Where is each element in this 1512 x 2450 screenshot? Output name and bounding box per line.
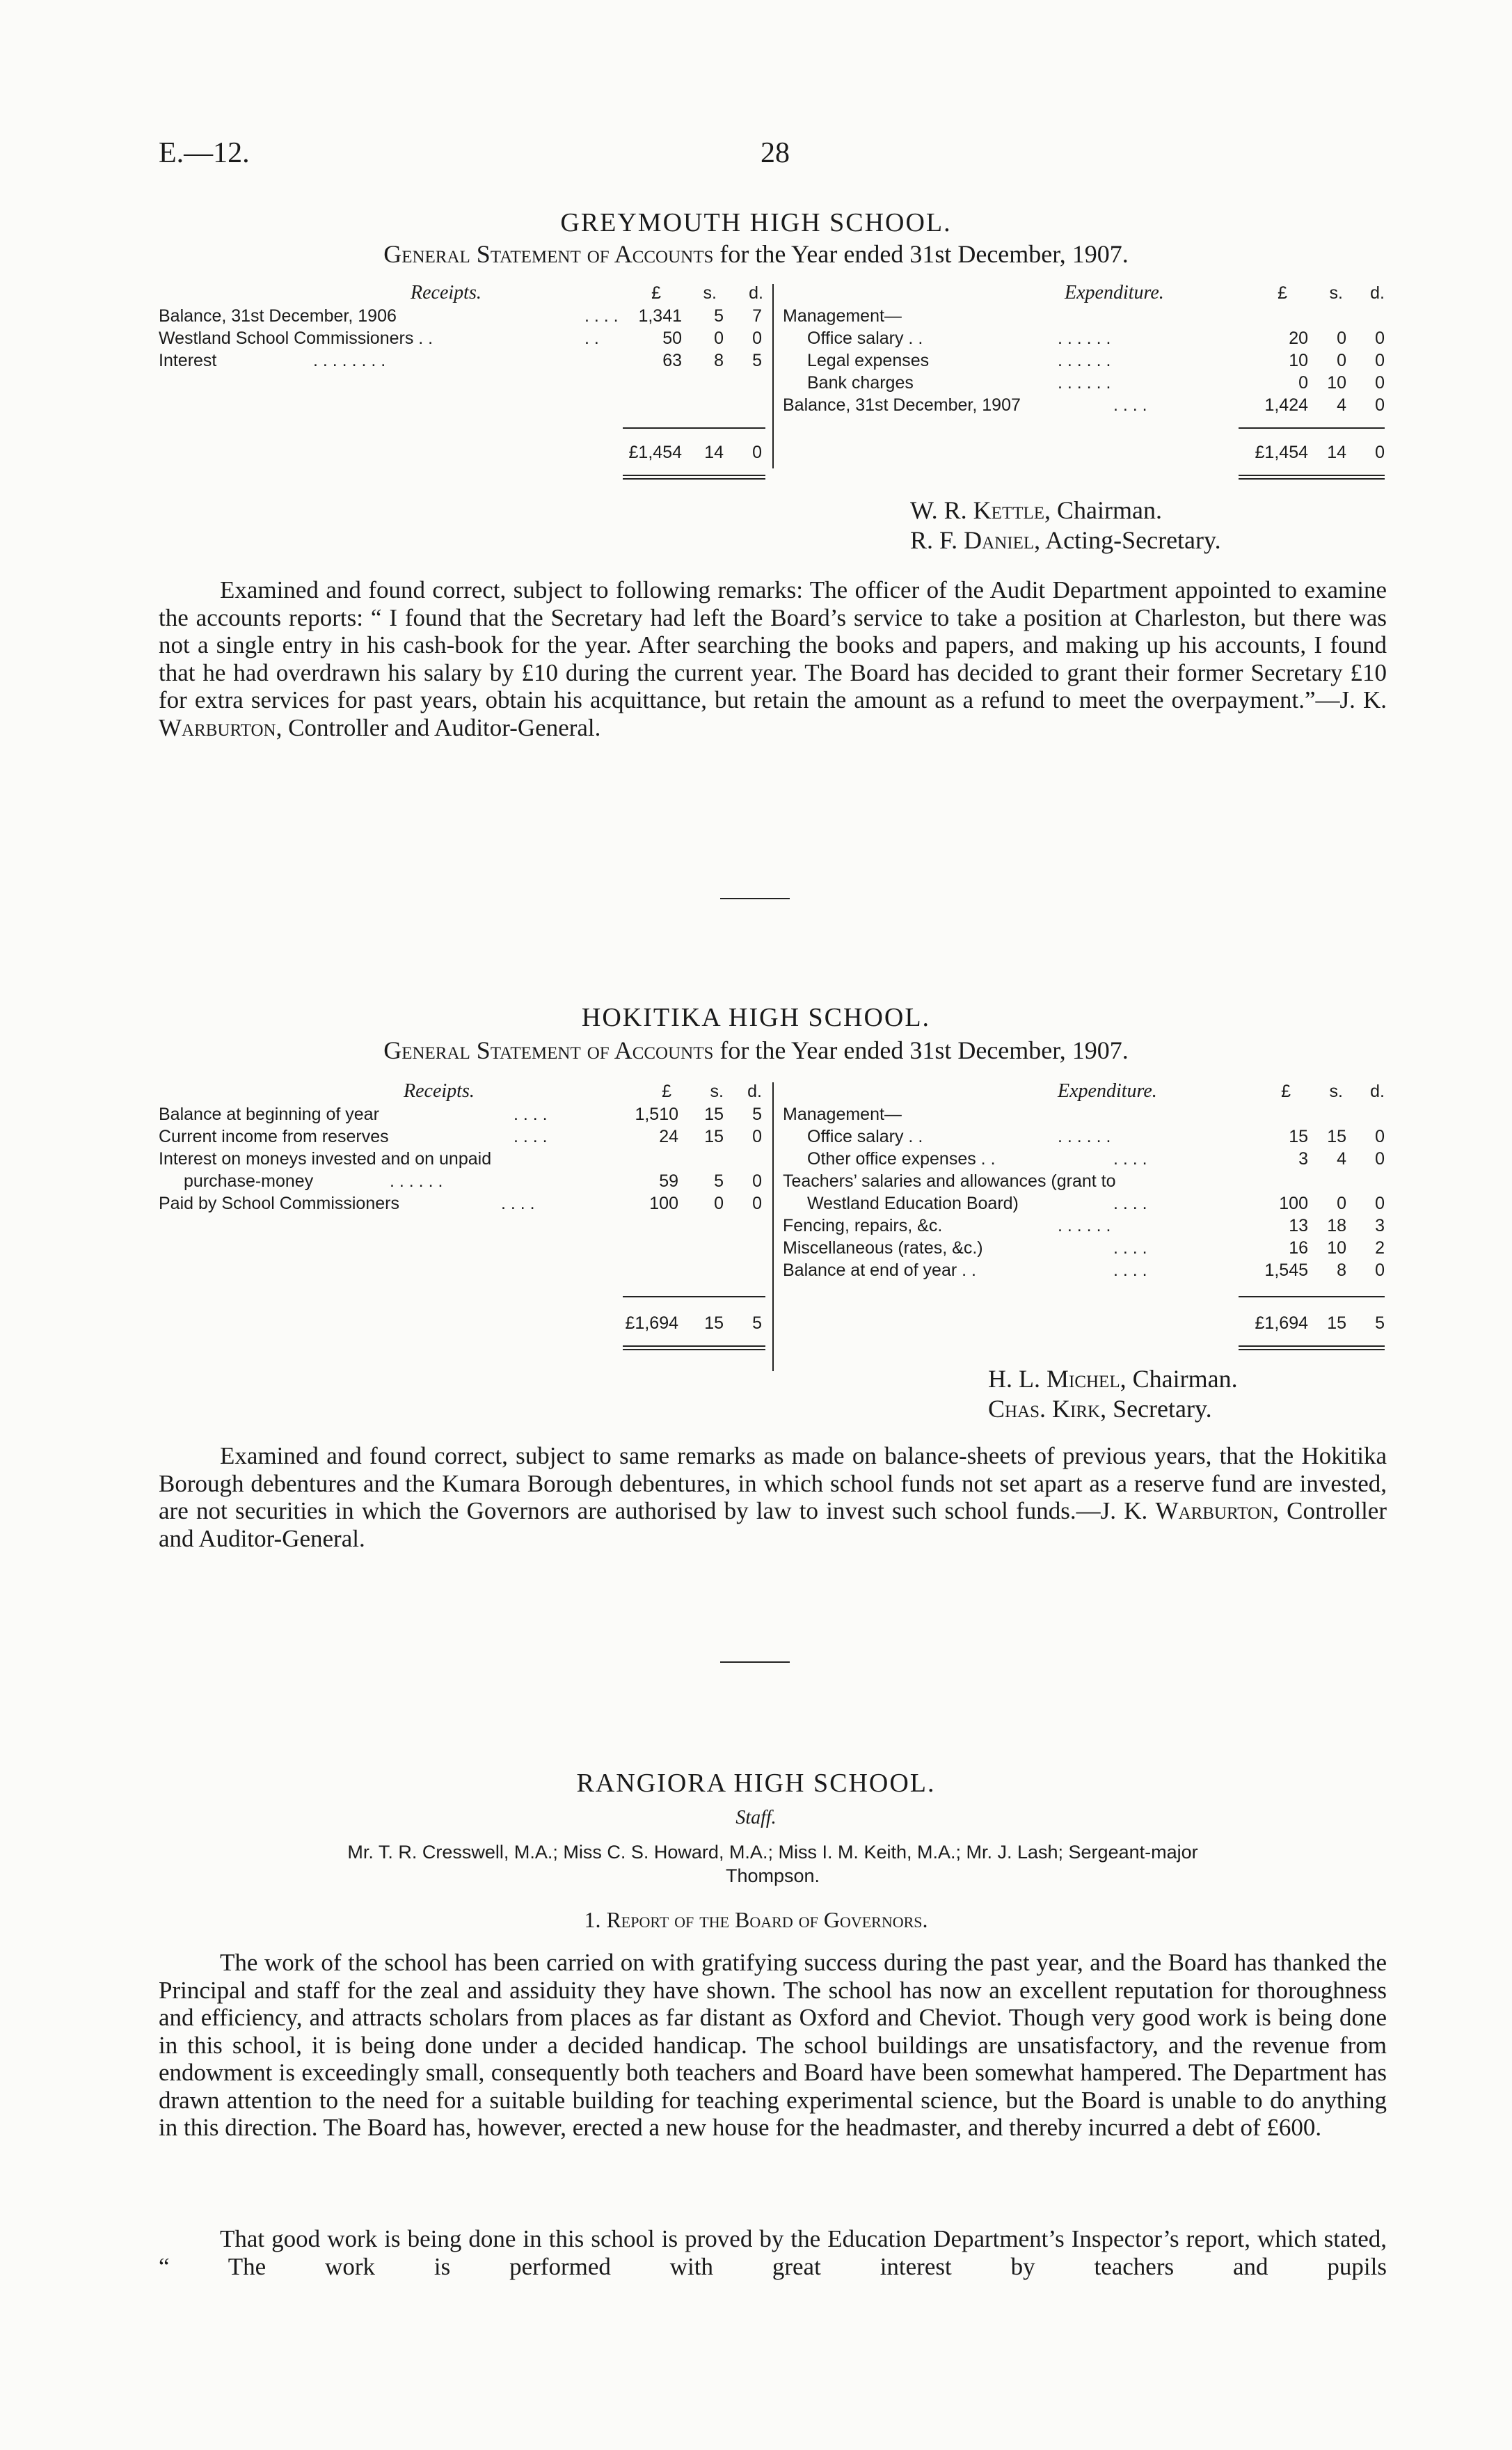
receipt-row: Paid by School Commissioners bbox=[159, 1194, 399, 1213]
receipt-row: Balance at beginning of year bbox=[159, 1105, 379, 1124]
expenditure-pence: 3 bbox=[1375, 1216, 1385, 1235]
receipts-total-pence: 0 bbox=[752, 443, 762, 462]
rangiora-report-para-2: That good work is being done in this school is proved by the Education Department’s Inspector’s report, which stated, “ The work is performed with great interest by teachers and pupils bbox=[159, 2225, 1387, 2280]
receipt-row: Current income from reserves bbox=[159, 1127, 389, 1146]
greymouth-signature-chairman: W. R. Kettle, Chairman. bbox=[910, 496, 1163, 524]
receipt-dots: . . . . bbox=[501, 1194, 535, 1213]
receipts-total-double-rule bbox=[623, 1345, 765, 1350]
rangiora-title: RANGIORA HIGH SCHOOL. bbox=[576, 1769, 936, 1798]
expenditure-pence: 0 bbox=[1375, 395, 1385, 415]
expenditure-pound-heading: £ bbox=[1278, 283, 1287, 303]
receipt-dots: . . . . bbox=[514, 1127, 548, 1146]
expenditure-shillings: 4 bbox=[1337, 395, 1346, 415]
hokitika-remarks: Examined and found correct, subject to same remarks as made on balance-sheets of previous years, that the Hokitika Borough debentures and the Kumara Borough debentures, in which school funds not set apart as a reserve fund are invested, are not securities in which the Governors are authorised by law to invest such school funds.—J. K. Warburton, Controller and Auditor-General. bbox=[159, 1442, 1387, 1552]
expenditure-dots: . . . . bbox=[1113, 1238, 1147, 1258]
expenditure-total-shillings: 14 bbox=[1327, 443, 1346, 462]
expenditure-total-pence: 0 bbox=[1375, 443, 1385, 462]
page-reference: E.—12. bbox=[159, 137, 250, 169]
expenditure-shillings: 10 bbox=[1327, 1238, 1346, 1258]
expenditure-heading: Expenditure. bbox=[1058, 1080, 1157, 1102]
receipt-pounds: 63 bbox=[662, 351, 682, 370]
staff-line: Thompson. bbox=[725, 1865, 820, 1886]
expenditure-shillings: 10 bbox=[1327, 373, 1346, 393]
expenditure-row: Office salary . . bbox=[807, 1127, 923, 1146]
expenditure-shilling-heading: s. bbox=[1329, 1082, 1343, 1101]
receipt-shillings: 15 bbox=[704, 1127, 724, 1146]
receipts-heading: Receipts. bbox=[411, 282, 482, 303]
greymouth-signature-secretary: R. F. Daniel, Acting-Secretary. bbox=[910, 526, 1221, 554]
receipt-pence: 7 bbox=[752, 306, 762, 326]
rangiora-report-para-1: The work of the school has been carried on with gratifying success during the past year, and the Board has thanked the Principal and staff for the zeal and assiduity they have shown. The school has now an excellent reputation for thoroughness and efficiency, and attracts scholars from places as far distant as Oxford and Cheviot. Though very good work is being done in this school, it is being done under a decided handicap. The school buildings are unsatisfactory, and the revenue from endowment is exceedingly small, consequently both teachers and Board have been somewhat hampered. The Department has drawn attention to the need for a suitable building for teaching experimental science, but the Board is unable to do anything in this direction. The Board has, however, erected a new house for the headmaster, and thereby incurred a debt of £600. bbox=[159, 1949, 1387, 2141]
receipt-row: Interest bbox=[159, 351, 217, 370]
receipt-pounds: 24 bbox=[659, 1127, 678, 1146]
expenditure-shillings: 4 bbox=[1337, 1149, 1346, 1169]
hokitika-signature-chairman: H. L. Michel, Chairman. bbox=[988, 1365, 1238, 1393]
expenditure-row: Fencing, repairs, &c. bbox=[783, 1216, 943, 1235]
expenditure-dots: . . . . bbox=[1113, 1149, 1147, 1169]
receipts-pound-heading: £ bbox=[662, 1082, 671, 1101]
rangiora-staff-heading: Staff. bbox=[735, 1807, 777, 1828]
receipts-total-pence: 5 bbox=[752, 1313, 762, 1333]
expenditure-pounds: 16 bbox=[1289, 1238, 1308, 1258]
receipt-pence: 0 bbox=[752, 1127, 762, 1146]
expenditure-total-rule bbox=[1239, 1296, 1385, 1297]
rangiora-report-heading: 1. Report of the Board of Governors. bbox=[584, 1907, 928, 1932]
expenditure-pence: 0 bbox=[1375, 1127, 1385, 1146]
greymouth-remarks: Examined and found correct, subject to following remarks: The officer of the Audit Department appointed to examine the accounts reports: “ I found that the Secretary had left the Board’s service to take a position at Charleston, but there was not a single entry in his cash-book for the year. After searching the books and papers, and making up his accounts, I found that he had overdrawn his salary by £10 during the current year. The Board has decided to grant their former Secretary £10 for extra services for past years, obtain his acquittance, but retain the amount as a refund to meet the overpayment.”—J. K. Warburton, Controller and Auditor-General. bbox=[159, 576, 1387, 741]
expenditure-total-shillings: 15 bbox=[1327, 1313, 1346, 1333]
receipt-shillings: 5 bbox=[714, 306, 724, 326]
receipts-shilling-heading: s. bbox=[703, 283, 717, 303]
expenditure-pounds: 13 bbox=[1289, 1216, 1308, 1235]
expenditure-row: Office salary . . bbox=[807, 329, 923, 348]
page-number: 28 bbox=[761, 137, 790, 169]
expenditure-dots: . . . . bbox=[1113, 1260, 1147, 1280]
hokitika-title: HOKITIKA HIGH SCHOOL. bbox=[581, 1003, 931, 1032]
expenditure-pence: 0 bbox=[1375, 1260, 1385, 1280]
receipts-pence-heading: d. bbox=[747, 1082, 762, 1101]
expenditure-total-pence: 5 bbox=[1375, 1313, 1385, 1333]
receipts-shilling-heading: s. bbox=[710, 1082, 724, 1101]
expenditure-total-pounds: £1,454 bbox=[1255, 443, 1308, 462]
staff-line: Mr. T. R. Cresswell, M.A.; Miss C. S. Howard, M.A.; Miss I. M. Keith, M.A.; Mr. J. Lash; Sergeant-major bbox=[347, 1842, 1198, 1863]
receipts-total-pounds: £1,454 bbox=[628, 443, 682, 462]
expenditure-pence: 0 bbox=[1375, 1149, 1385, 1169]
receipts-total-pounds: £1,694 bbox=[625, 1313, 678, 1333]
expenditure-shillings: 18 bbox=[1327, 1216, 1346, 1235]
receipt-shillings: 0 bbox=[714, 1194, 724, 1213]
expenditure-pence: 0 bbox=[1375, 373, 1385, 393]
greymouth-subtitle-rest: for the Year ended 31st December, 1907. bbox=[719, 240, 1129, 268]
expenditure-shillings: 0 bbox=[1337, 351, 1346, 370]
greymouth-subtitle-sc: General Statement of Accounts bbox=[383, 240, 714, 268]
expenditure-dots: . . . . bbox=[1113, 395, 1147, 415]
receipt-dots: . . . . . . . . bbox=[313, 351, 386, 370]
hokitika-subtitle: General Statement of Accounts for the Year ended 31st December, 1907. bbox=[383, 1036, 1129, 1064]
receipt-pence: 0 bbox=[752, 329, 762, 348]
receipts-pence-heading: d. bbox=[749, 283, 763, 303]
expenditure-dots: . . . . . . bbox=[1058, 373, 1111, 393]
expenditure-shilling-heading: s. bbox=[1329, 283, 1343, 303]
expenditure-pounds: 1,424 bbox=[1264, 395, 1308, 415]
expenditure-pence-heading: d. bbox=[1370, 283, 1385, 303]
receipt-row: Westland School Commissioners . . bbox=[159, 329, 433, 348]
expenditure-dots: . . . . . . bbox=[1058, 329, 1111, 348]
expenditure-shillings: 8 bbox=[1337, 1260, 1346, 1280]
receipt-pounds: 59 bbox=[659, 1171, 678, 1191]
receipt-pounds: 1,341 bbox=[638, 306, 682, 326]
receipt-row: purchase-money bbox=[184, 1171, 314, 1191]
expenditure-pounds: 100 bbox=[1279, 1194, 1308, 1213]
receipt-pence: 5 bbox=[752, 1105, 762, 1124]
expenditure-row: Teachers’ salaries and allowances (grant to bbox=[783, 1171, 1116, 1191]
expenditure-row: Management— bbox=[783, 306, 902, 326]
receipt-dots: . . bbox=[584, 329, 599, 348]
rangiora-staff-list bbox=[159, 1840, 1387, 1888]
receipts-total-shillings: 14 bbox=[704, 443, 724, 462]
receipt-shillings: 8 bbox=[714, 351, 724, 370]
expenditure-pence: 0 bbox=[1375, 1194, 1385, 1213]
greymouth-title: GREYMOUTH HIGH SCHOOL. bbox=[560, 208, 952, 237]
expenditure-pounds: 15 bbox=[1289, 1127, 1308, 1146]
expenditure-shillings: 0 bbox=[1337, 1194, 1346, 1213]
expenditure-dots: . . . . . . bbox=[1058, 1127, 1111, 1146]
section-divider bbox=[720, 1661, 790, 1663]
expenditure-pounds: 1,545 bbox=[1264, 1260, 1308, 1280]
expenditure-dots: . . . . bbox=[1113, 1194, 1147, 1213]
receipt-row: Interest on moneys invested and on unpaid bbox=[159, 1149, 492, 1169]
receipts-total-rule bbox=[623, 1296, 765, 1297]
receipts-pound-heading: £ bbox=[651, 283, 661, 303]
receipt-shillings: 0 bbox=[714, 329, 724, 348]
expenditure-row: Management— bbox=[783, 1105, 902, 1124]
expenditure-pounds: 3 bbox=[1298, 1149, 1308, 1169]
receipt-pence: 0 bbox=[752, 1194, 762, 1213]
receipt-shillings: 5 bbox=[714, 1171, 724, 1191]
expenditure-row: Miscellaneous (rates, &c.) bbox=[783, 1238, 983, 1258]
hokitika-signature-secretary: Chas. Kirk, Secretary. bbox=[988, 1395, 1212, 1423]
expenditure-pounds: 20 bbox=[1289, 329, 1308, 348]
expenditure-pounds: 0 bbox=[1298, 373, 1308, 393]
expenditure-row: Other office expenses . . bbox=[807, 1149, 996, 1169]
receipt-pounds: 50 bbox=[662, 329, 682, 348]
expenditure-row: Westland Education Board) bbox=[807, 1194, 1019, 1213]
expenditure-shillings: 0 bbox=[1337, 329, 1346, 348]
receipt-dots: . . . . bbox=[584, 306, 619, 326]
receipt-dots: . . . . . . bbox=[390, 1171, 443, 1191]
receipts-heading: Receipts. bbox=[404, 1080, 475, 1102]
column-divider bbox=[772, 1082, 774, 1371]
receipt-dots: . . . . bbox=[514, 1105, 548, 1124]
expenditure-pence: 0 bbox=[1375, 351, 1385, 370]
expenditure-pound-heading: £ bbox=[1281, 1082, 1291, 1101]
expenditure-row: Bank charges bbox=[807, 373, 914, 393]
expenditure-total-double-rule bbox=[1239, 1345, 1385, 1350]
expenditure-total-pounds: £1,694 bbox=[1255, 1313, 1308, 1333]
expenditure-dots: . . . . . . bbox=[1058, 1216, 1111, 1235]
expenditure-row: Legal expenses bbox=[807, 351, 930, 370]
receipt-pounds: 100 bbox=[649, 1194, 678, 1213]
receipts-total-shillings: 15 bbox=[704, 1313, 724, 1333]
receipt-pence: 0 bbox=[752, 1171, 762, 1191]
expenditure-pence-heading: d. bbox=[1370, 1082, 1385, 1101]
receipt-pence: 5 bbox=[752, 351, 762, 370]
expenditure-pence: 2 bbox=[1375, 1238, 1385, 1258]
expenditure-row: Balance at end of year . . bbox=[783, 1260, 976, 1280]
expenditure-dots: . . . . . . bbox=[1058, 351, 1111, 370]
receipt-shillings: 15 bbox=[704, 1105, 724, 1124]
expenditure-shillings: 15 bbox=[1327, 1127, 1346, 1146]
receipt-row: Balance, 31st December, 1906 bbox=[159, 306, 397, 326]
expenditure-pounds: 10 bbox=[1289, 351, 1308, 370]
expenditure-pence: 0 bbox=[1375, 329, 1385, 348]
expenditure-row: Balance, 31st December, 1907 bbox=[783, 395, 1021, 415]
expenditure-heading: Expenditure. bbox=[1065, 282, 1164, 303]
receipt-pounds: 1,510 bbox=[635, 1105, 678, 1124]
